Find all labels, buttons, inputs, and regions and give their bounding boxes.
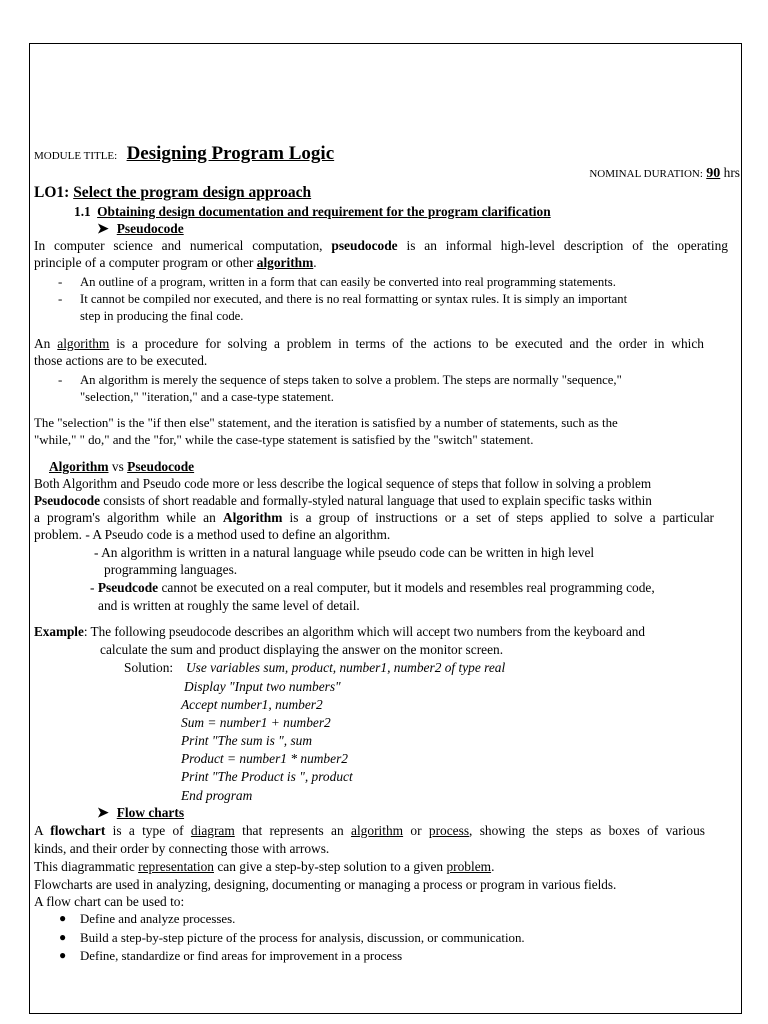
bold-term: Algorithm xyxy=(222,510,283,525)
bold-term: Pseudcode xyxy=(97,580,159,595)
process-term: process xyxy=(428,823,470,838)
text: is an informal high-level description of the operating xyxy=(406,238,728,253)
compare-line1: Both Algorithm and Pseudo code more or less describe the logical sequence of steps that follow in solving a problem xyxy=(34,476,652,491)
list-item: Build a step-by-step picture of the process for analysis, discussion, or communication. xyxy=(80,931,525,945)
diagram-term: diagram xyxy=(190,823,235,838)
pseudocode-p1-line2 xyxy=(34,254,317,271)
selection-line2: "while," " do," and the "for," while the case-type statement is satisfied by the "switch" statement. xyxy=(34,433,534,447)
code-line: Accept number1, number2 xyxy=(181,697,323,712)
text: An xyxy=(34,336,51,351)
dot-bullet-icon: ● xyxy=(59,911,67,925)
section-title: Obtaining design documentation and requirement for the program clarification xyxy=(97,204,551,219)
flowcharts-heading xyxy=(97,804,184,822)
representation-term: representation xyxy=(138,859,214,874)
flowcharts-heading-text: Flow charts xyxy=(116,805,185,820)
compare-line3 xyxy=(34,509,714,526)
duration-label: NOMINAL DURATION: xyxy=(589,168,703,180)
nominal-duration xyxy=(589,164,740,183)
selection-line1: The "selection" is the "if then else" statement, and the iteration is satisfied by a number of statements, such as the xyxy=(34,416,618,430)
code-line: End program xyxy=(181,788,253,803)
text: consists of short readable and formally-styled natural language that used to explain specific tasks within xyxy=(103,493,652,508)
lo1-label: LO1: xyxy=(34,184,70,201)
heading-part: Pseudocode xyxy=(127,459,195,474)
text: a program's algorithm while an xyxy=(34,510,216,525)
algorithm-link-term: algorithm xyxy=(256,255,314,270)
code-line: Use variables sum, product, number1, number2 of type real xyxy=(186,660,506,675)
list-item: Define, standardize or find areas for improvement in a process xyxy=(80,949,403,963)
list-item: An algorithm is merely the sequence of steps taken to solve a problem. The steps are normally "sequence," xyxy=(80,373,622,387)
text: - xyxy=(90,580,95,595)
text: . xyxy=(491,859,495,874)
text: can give a step-by-step solution to a given xyxy=(217,859,444,874)
compare-line7 xyxy=(90,579,655,596)
flow-line2: kinds, and their order by connecting those with arrows. xyxy=(34,841,330,856)
dash-bullet: - xyxy=(58,372,63,387)
text: principle of a computer program or other xyxy=(34,255,254,270)
dash-bullet: - xyxy=(58,291,63,306)
text: : The following pseudocode describes an algorithm which will accept two numbers from the keyboard and xyxy=(83,624,645,639)
compare-line4: problem. - A Pseudo code is a method used to define an algorithm. xyxy=(34,527,391,542)
section-number: 1.1 xyxy=(74,204,91,219)
code-line: Display "Input two numbers" xyxy=(184,679,341,694)
algorithm-p-line1 xyxy=(34,335,704,352)
arrow-bullet-icon: ➤ xyxy=(97,222,109,237)
compare-line8: and is written at roughly the same level of detail. xyxy=(98,598,360,613)
text: A xyxy=(34,823,43,838)
code-line: Sum = number1 + number2 xyxy=(181,715,331,730)
text: is a group of instructions or a set of steps applied to solve a particular xyxy=(289,510,714,525)
bold-term: pseudocode xyxy=(331,238,398,253)
text: This diagrammatic xyxy=(34,859,135,874)
lo1-title: Select the program design approach xyxy=(73,184,312,201)
bold-term: flowchart xyxy=(50,823,106,838)
text: . xyxy=(313,255,317,270)
section-1-1 xyxy=(74,203,551,220)
bold-term: Pseudocode xyxy=(34,493,100,508)
algorithm-term: algorithm xyxy=(57,336,110,351)
pseudocode-p1-line1 xyxy=(34,237,728,254)
text: is a procedure for solving a problem in terms of the actions to be executed and the order in which xyxy=(116,336,704,351)
module-title-line xyxy=(34,145,334,165)
algorithm-p-line2: those actions are to be executed. xyxy=(34,353,208,368)
compare-line2 xyxy=(34,492,652,509)
text: that represents an xyxy=(242,823,344,838)
dot-bullet-icon: ● xyxy=(59,948,67,962)
list-item: step in producing the final code. xyxy=(80,309,244,323)
list-item: "selection," "iteration," and a case-type statement. xyxy=(80,390,334,404)
text: , showing the steps as boxes of various xyxy=(469,823,705,838)
list-item: An outline of a program, written in a form that can easily be converted into real programming statements. xyxy=(80,275,616,289)
lo1-heading xyxy=(34,183,311,202)
code-line: Product = number1 * number2 xyxy=(181,751,348,766)
flow-line5: A flow chart can be used to: xyxy=(34,894,185,909)
compare-line6: programming languages. xyxy=(104,562,238,577)
heading-part: vs xyxy=(111,459,124,474)
list-item: Define and analyze processes. xyxy=(80,912,236,926)
example-label: Example xyxy=(34,624,84,639)
duration-unit: hrs xyxy=(723,165,740,180)
dash-bullet: - xyxy=(58,274,63,289)
arrow-bullet-icon: ➤ xyxy=(97,806,109,821)
code-line: Print "The sum is ", sum xyxy=(181,733,313,748)
algorithm-term: algorithm xyxy=(351,823,404,838)
code-line: Print "The Product is ", product xyxy=(181,769,353,784)
flow-line1 xyxy=(34,822,705,839)
list-item: It cannot be compiled nor executed, and there is no real formatting or syntax rules. It is simply an important xyxy=(80,292,628,306)
flow-line4: Flowcharts are used in analyzing, designing, documenting or managing a process or program in various fields. xyxy=(34,877,617,892)
example-line2: calculate the sum and product displaying the answer on the monitor screen. xyxy=(100,642,504,657)
heading-part: Algorithm xyxy=(49,459,109,474)
module-title-label: MODULE TITLE: xyxy=(34,150,118,162)
problem-term: problem xyxy=(446,859,492,874)
compare-heading xyxy=(49,458,194,475)
dot-bullet-icon: ● xyxy=(59,930,67,944)
text: In computer science and numerical computation, xyxy=(34,238,323,253)
text: cannot be executed on a real computer, but it models and resembles real programming code, xyxy=(161,580,655,595)
pseudocode-heading xyxy=(97,220,184,238)
solution-label: Solution: xyxy=(124,660,174,675)
flow-line3 xyxy=(34,858,494,875)
text: or xyxy=(410,823,422,838)
pseudocode-heading-text: Pseudocode xyxy=(116,221,184,236)
duration-value: 90 xyxy=(706,166,721,181)
text: is a type of xyxy=(112,823,184,838)
compare-line5: - An algorithm is written in a natural language while pseudo code can be written in high level xyxy=(94,545,595,560)
module-title: Designing Program Logic xyxy=(126,143,335,164)
example-line1 xyxy=(34,623,645,640)
